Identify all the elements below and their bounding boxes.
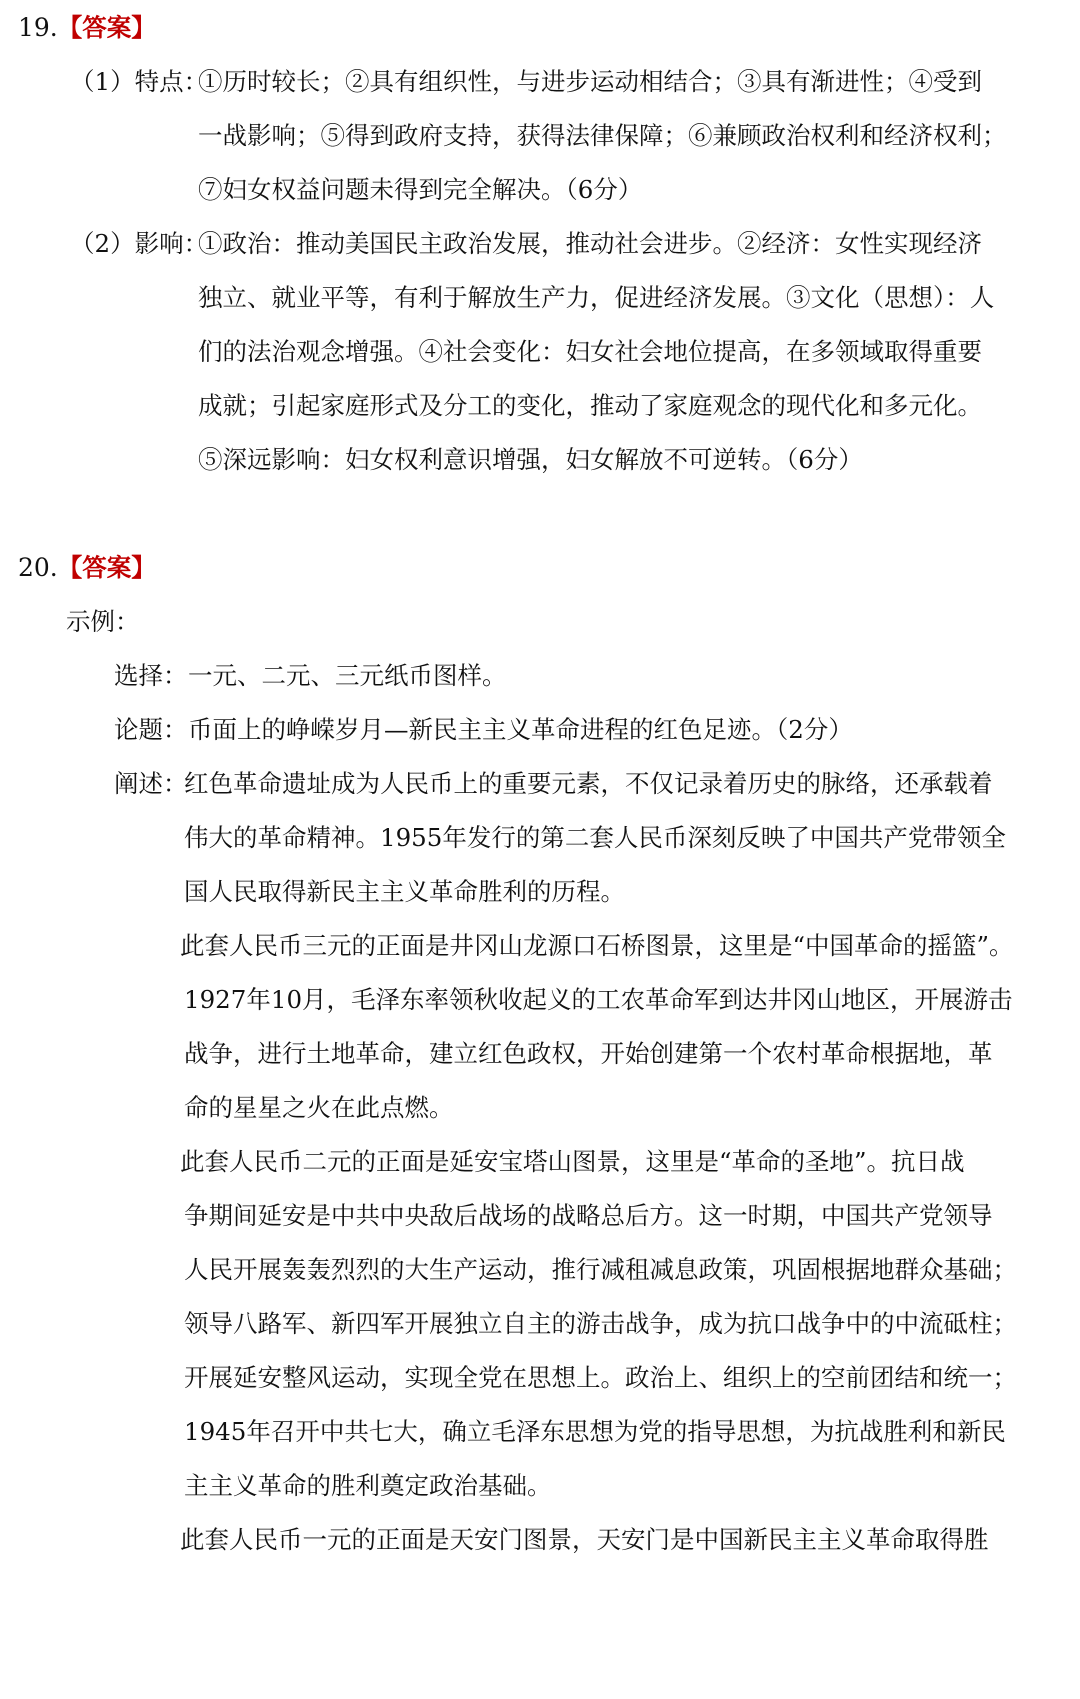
q20-elab-label: 阐述：	[114, 769, 188, 798]
q19-number: 19.	[18, 13, 58, 42]
q20-answer-tag: 【答案】	[57, 553, 156, 582]
q20-two-yuan-line: 人民开展轰轰烈烈的大生产运动，推行减租减息政策，巩固根据地群众基础；	[184, 1255, 1017, 1284]
q20-heading	[18, 552, 156, 586]
q20-three-yuan-line: 战争，进行土地革命，建立红色政权，开始创建第一个农村革命根据地，革	[184, 1039, 993, 1068]
q19-part1-label: （1）特点：	[70, 67, 209, 96]
q20-one-yuan-line: 此套人民币一元的正面是天安门图景，天安门是中国新民主主义革命取得胜	[180, 1525, 989, 1554]
q19-part2-label: （2）影响：	[70, 229, 209, 258]
q19-heading	[18, 12, 156, 46]
q19-part2-line: 独立、就业平等，有利于解放生产力，促进经济发展。③文化（思想）：人	[198, 283, 995, 312]
q20-elab-line: 红色革命遗址成为人民币上的重要元素，不仅记录着历史的脉络，还承载着	[184, 769, 993, 798]
q20-elab-line: 国人民取得新民主主义革命胜利的历程。	[184, 877, 625, 906]
q19-part2-line: 们的法治观念增强。④社会变化：妇女社会地位提高，在多领域取得重要	[198, 337, 982, 366]
q20-two-yuan-line: 领导八路军、新四军开展独立自主的游击战争，成为抗口战争中的中流砥柱；	[184, 1309, 1017, 1338]
q19-part1-line: ⑦妇女权益问题未得到完全解决。（6分）	[198, 175, 643, 204]
q19-answer-tag: 【答案】	[57, 13, 156, 42]
q20-choice-label: 选择：	[114, 661, 188, 690]
q20-example-label: 示例：	[66, 607, 140, 636]
q20-two-yuan-line: 此套人民币二元的正面是延安宝塔山图景，这里是“革命的圣地”。抗日战	[180, 1147, 965, 1176]
q20-elab-line: 伟大的革命精神。1955年发行的第二套人民币深刻反映了中国共产党带领全	[184, 823, 1006, 852]
q20-three-yuan-line: 命的星星之火在此点燃。	[184, 1093, 454, 1122]
q20-topic-text: 币面上的峥嵘岁月—新民主主义革命进程的红色足迹。（2分）	[188, 715, 853, 744]
q20-three-yuan-line: 1927年10月，毛泽东率领秋收起义的工农革命军到达井冈山地区，开展游击	[184, 985, 1013, 1014]
q20-number: 20.	[18, 553, 58, 582]
q20-three-yuan-line: 此套人民币三元的正面是井冈山龙源口石桥图景，这里是“中国革命的摇篮”。	[180, 931, 1014, 960]
q19-part1-line: ①历时较长；②具有组织性，与进步运动相结合；③具有渐进性；④受到	[198, 67, 982, 96]
q20-two-yuan-line: 争期间延安是中共中央敌后战场的战略总后方。这一时期，中国共产党领导	[184, 1201, 993, 1230]
q20-two-yuan-line: 1945年召开中共七大，确立毛泽东思想为党的指导思想，为抗战胜利和新民	[184, 1417, 1006, 1446]
q20-two-yuan-line: 开展延安整风运动，实现全党在思想上。政治上、组织上的空前团结和统一；	[184, 1363, 1017, 1392]
q19-part2-line: ⑤深远影响：妇女权利意识增强，妇女解放不可逆转。（6分）	[198, 445, 863, 474]
q19-part2-line: 成就；引起家庭形式及分工的变化，推动了家庭观念的现代化和多元化。	[198, 391, 982, 420]
q20-topic-label: 论题：	[114, 715, 188, 744]
q19-part2-line: ①政治：推动美国民主政治发展，推动社会进步。②经济：女性实现经济	[198, 229, 982, 258]
q20-two-yuan-line: 主主义革命的胜利奠定政治基础。	[184, 1471, 552, 1500]
q20-choice-text: 一元、二元、三元纸币图样。	[188, 661, 507, 690]
q19-part1-line: 一战影响；⑤得到政府支持，获得法律保障；⑥兼顾政治权利和经济权利；	[198, 121, 1007, 150]
